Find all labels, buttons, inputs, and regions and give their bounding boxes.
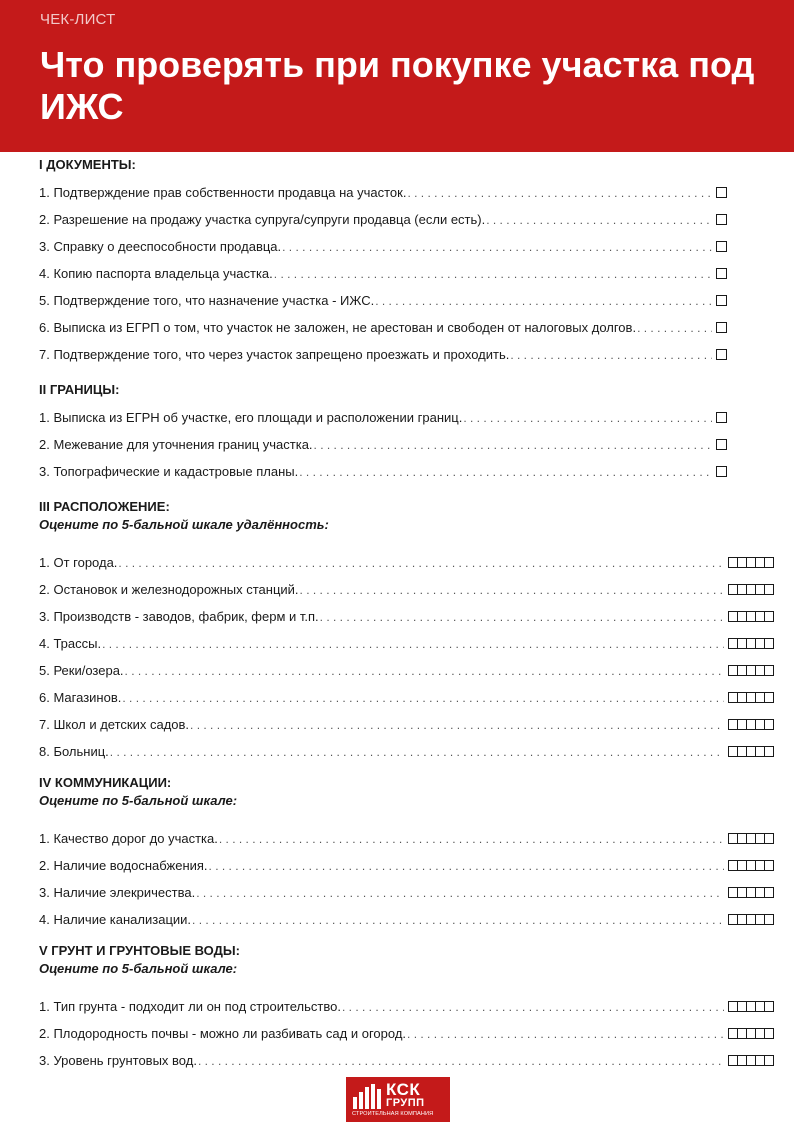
- section-soil: [39, 942, 774, 1069]
- rating-item: 2. Плодородность почвы - можно ли разбивать сад и огород. . . .: [39, 1015, 774, 1042]
- rating-item: 8. Больниц. . . .: [39, 733, 774, 760]
- checklist-item: 5. Подтверждение того, что назначение участка - ИЖС. . . .: [39, 282, 774, 309]
- rating-scale[interactable]: [728, 584, 774, 595]
- rating-scale[interactable]: [728, 914, 774, 925]
- section-title: III РАСПОЛОЖЕНИЕ:: [39, 499, 170, 514]
- section-subtitle: Оцените по 5-бальной шкале:: [39, 961, 238, 976]
- rating-item: 4. Наличие канализации. . . .: [39, 901, 774, 928]
- section-title: I ДОКУМЕНТЫ:: [39, 157, 136, 172]
- rating-scale[interactable]: [728, 1001, 774, 1012]
- rating-item: 1. Тип грунта - подходит ли он под строительство. . . .: [39, 988, 774, 1015]
- checklist-item: 2. Межевание для уточнения границ участка. . . .: [39, 426, 774, 453]
- section-subtitle: Оцените по 5-бальной шкале:: [39, 793, 238, 808]
- checklist-item: 2. Разрешение на продажу участка супруга/супруги продавца (если есть). . . .: [39, 201, 774, 228]
- page-title: Что проверять при покупке участка под ИЖС: [40, 44, 755, 127]
- rating-scale[interactable]: [728, 665, 774, 676]
- checklist-item: 1. Подтверждение прав собственности продавца на участок. . . .: [39, 174, 774, 201]
- logo-tagline: СТРОИТЕЛЬНАЯ КОМПАНИЯ: [352, 1111, 434, 1117]
- rating-item: 3. Производств - заводов, фабрик, ферм и т.п. . . .: [39, 598, 774, 625]
- rating-item: 1. От города. . . .: [39, 544, 774, 571]
- checkbox[interactable]: [716, 412, 727, 423]
- checkbox[interactable]: [716, 466, 727, 477]
- rating-item: 2. Наличие водоснабжения. . . .: [39, 847, 774, 874]
- section-title: II ГРАНИЦЫ:: [39, 382, 120, 397]
- rating-item: 5. Реки/озера. . . .: [39, 652, 774, 679]
- checklist-item: 7. Подтверждение того, что через участок запрещено проезжать и проходить. . . .: [39, 336, 774, 363]
- section-borders: [39, 381, 774, 498]
- checklist-item: 3. Справку о дееспособности продавца. . . .: [39, 228, 774, 255]
- rating-item: 2. Остановок и железнодорожных станций. . . .: [39, 571, 774, 598]
- checkbox[interactable]: [716, 322, 727, 333]
- checklist-label: ЧЕК-ЛИСТ: [40, 11, 116, 28]
- checklist-item: 1. Выписка из ЕГРН об участке, его площади и расположении границ. . . .: [39, 399, 774, 426]
- checkbox[interactable]: [716, 439, 727, 450]
- company-logo: [346, 1077, 450, 1122]
- logo-name-2: ГРУПП: [386, 1097, 425, 1109]
- rating-item: 6. Магазинов. . . .: [39, 679, 774, 706]
- checkbox[interactable]: [716, 295, 727, 306]
- checkbox[interactable]: [716, 214, 727, 225]
- checklist-item: 6. Выписка из ЕГРП о том, что участок не заложен, не арестован и свободен от налоговых долгов. . . .: [39, 309, 774, 336]
- rating-scale[interactable]: [728, 719, 774, 730]
- section-documents: [39, 156, 774, 367]
- rating-scale[interactable]: [728, 833, 774, 844]
- rating-scale[interactable]: [728, 557, 774, 568]
- rating-scale[interactable]: [728, 638, 774, 649]
- checkbox[interactable]: [716, 268, 727, 279]
- checklist-content: [39, 156, 774, 1069]
- rating-item: 1. Качество дорог до участка. . . .: [39, 820, 774, 847]
- rating-item: 3. Уровень грунтовых вод. . . .: [39, 1042, 774, 1069]
- rating-scale[interactable]: [728, 692, 774, 703]
- checklist-item: 3. Топографические и кадастровые планы. . . .: [39, 453, 774, 480]
- rating-scale[interactable]: [728, 1055, 774, 1066]
- checkbox[interactable]: [716, 187, 727, 198]
- rating-scale[interactable]: [728, 860, 774, 871]
- section-utilities: [39, 774, 774, 928]
- rating-scale[interactable]: [728, 611, 774, 622]
- building-icon: [352, 1083, 384, 1109]
- section-location: [39, 498, 774, 760]
- rating-scale[interactable]: [728, 887, 774, 898]
- section-subtitle: Оцените по 5-бальной шкале удалённость:: [39, 517, 329, 532]
- checkbox[interactable]: [716, 349, 727, 360]
- section-title: IV КОММУНИКАЦИИ:: [39, 775, 172, 790]
- rating-item: 7. Школ и детских садов. . . .: [39, 706, 774, 733]
- rating-item: 4. Трассы. . . .: [39, 625, 774, 652]
- logo-name: КСК: [386, 1080, 421, 1099]
- checklist-item: 4. Копию паспорта владельца участка. . . .: [39, 255, 774, 282]
- rating-scale[interactable]: [728, 1028, 774, 1039]
- rating-scale[interactable]: [728, 746, 774, 757]
- section-title: V ГРУНТ И ГРУНТОВЫЕ ВОДЫ:: [39, 943, 240, 958]
- checkbox[interactable]: [716, 241, 727, 252]
- header-banner: [0, 0, 794, 152]
- rating-item: 3. Наличие элекричества. . . .: [39, 874, 774, 901]
